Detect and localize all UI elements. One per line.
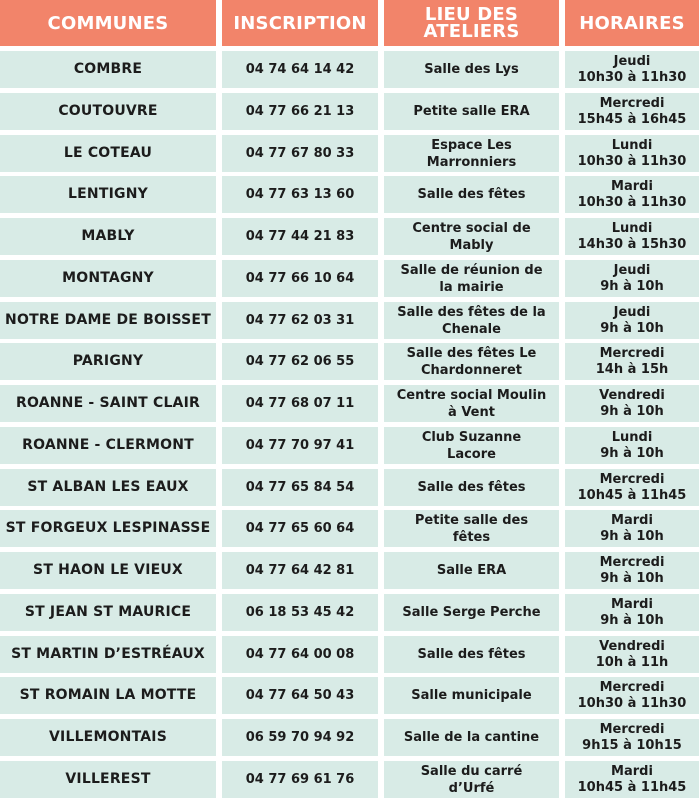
cell-commune: LE COTEAU bbox=[0, 135, 216, 172]
cell-horaire bbox=[565, 135, 699, 172]
header-communes: COMMUNES bbox=[0, 0, 216, 46]
cell-horaire bbox=[565, 636, 699, 673]
cell-inscription: 04 77 69 61 76 bbox=[222, 761, 378, 798]
cell-lieu: Salle des fêtes bbox=[384, 636, 559, 673]
cell-lieu: Salle ERA bbox=[384, 552, 559, 589]
cell-commune: MABLY bbox=[0, 218, 216, 255]
cell-horaire bbox=[565, 385, 699, 422]
cell-commune: COMBRE bbox=[0, 51, 216, 88]
cell-horaire bbox=[565, 677, 699, 714]
horaire-heure: 14h30 à 15h30 bbox=[577, 236, 687, 252]
horaire-heure: 9h15 à 10h15 bbox=[582, 737, 682, 753]
cell-commune: ST HAON LE VIEUX bbox=[0, 552, 216, 589]
horaire-heure: 10h à 11h bbox=[595, 654, 669, 670]
horaire-jour: Vendredi bbox=[599, 638, 665, 654]
horaire-jour: Mercredi bbox=[599, 345, 665, 361]
cell-horaire bbox=[565, 302, 699, 339]
horaire-jour: Mardi bbox=[611, 596, 653, 612]
horaire-heure: 10h30 à 11h30 bbox=[577, 153, 687, 169]
cell-commune: LENTIGNY bbox=[0, 176, 216, 213]
cell-horaire bbox=[565, 51, 699, 88]
horaire-jour: Jeudi bbox=[613, 53, 651, 69]
cell-inscription: 04 77 44 21 83 bbox=[222, 218, 378, 255]
cell-lieu: Salle des fêtes bbox=[384, 469, 559, 506]
cell-horaire bbox=[565, 510, 699, 547]
cell-inscription: 04 77 63 13 60 bbox=[222, 176, 378, 213]
horaire-jour: Lundi bbox=[611, 137, 653, 153]
cell-inscription: 04 77 67 80 33 bbox=[222, 135, 378, 172]
horaire-heure: 9h à 10h bbox=[600, 320, 664, 336]
cell-commune: ST ALBAN LES EAUX bbox=[0, 469, 216, 506]
horaire-jour: Lundi bbox=[611, 429, 653, 445]
cell-commune: NOTRE DAME DE BOISSET bbox=[0, 302, 216, 339]
horaire-heure: 9h à 10h bbox=[600, 278, 664, 294]
horaire-heure: 9h à 10h bbox=[600, 528, 664, 544]
cell-horaire bbox=[565, 761, 699, 798]
horaire-jour: Mercredi bbox=[599, 554, 665, 570]
cell-commune: VILLEMONTAIS bbox=[0, 719, 216, 756]
cell-commune: ROANNE - SAINT CLAIR bbox=[0, 385, 216, 422]
cell-commune: MONTAGNY bbox=[0, 260, 216, 297]
cell-inscription: 04 77 68 07 11 bbox=[222, 385, 378, 422]
cell-horaire bbox=[565, 594, 699, 631]
cell-inscription: 04 77 64 42 81 bbox=[222, 552, 378, 589]
cell-commune: COUTOUVRE bbox=[0, 93, 216, 130]
cell-lieu: Club Suzanne Lacore bbox=[384, 427, 559, 464]
header-horaires: HORAIRES bbox=[565, 0, 699, 46]
horaire-heure: 14h à 15h bbox=[595, 361, 669, 377]
cell-lieu: Salle municipale bbox=[384, 677, 559, 714]
cell-horaire bbox=[565, 552, 699, 589]
cell-horaire bbox=[565, 719, 699, 756]
cell-lieu: Salle des fêtes de la Chenale bbox=[384, 302, 559, 339]
cell-inscription: 04 77 65 84 54 bbox=[222, 469, 378, 506]
cell-commune: ST FORGEUX LESPINASSE bbox=[0, 510, 216, 547]
cell-lieu: Salle des fêtes bbox=[384, 176, 559, 213]
horaire-jour: Mardi bbox=[611, 178, 653, 194]
cell-lieu: Salle de la cantine bbox=[384, 719, 559, 756]
cell-lieu: Espace Les Marronniers bbox=[384, 135, 559, 172]
cell-inscription: 04 77 66 10 64 bbox=[222, 260, 378, 297]
horaire-jour: Vendredi bbox=[599, 387, 665, 403]
cell-horaire bbox=[565, 427, 699, 464]
cell-commune: VILLEREST bbox=[0, 761, 216, 798]
cell-lieu: Salle des Lys bbox=[384, 51, 559, 88]
cell-inscription: 04 77 62 06 55 bbox=[222, 343, 378, 380]
header-lieu-des-ateliers: LIEU DES ATELIERS bbox=[384, 0, 559, 46]
cell-inscription: 04 77 66 21 13 bbox=[222, 93, 378, 130]
cell-horaire bbox=[565, 469, 699, 506]
cell-horaire bbox=[565, 343, 699, 380]
cell-lieu: Centre social de Mably bbox=[384, 218, 559, 255]
cell-lieu: Salle de réunion de la mairie bbox=[384, 260, 559, 297]
cell-lieu: Centre social Moulin à Vent bbox=[384, 385, 559, 422]
horaire-jour: Mercredi bbox=[599, 679, 665, 695]
cell-lieu: Petite salle ERA bbox=[384, 93, 559, 130]
cell-commune: ST ROMAIN LA MOTTE bbox=[0, 677, 216, 714]
cell-inscription: 06 59 70 94 92 bbox=[222, 719, 378, 756]
horaire-jour: Lundi bbox=[611, 220, 653, 236]
horaire-jour: Mardi bbox=[611, 763, 653, 779]
horaire-heure: 9h à 10h bbox=[600, 403, 664, 419]
cell-lieu: Salle du carré d’Urfé bbox=[384, 761, 559, 798]
cell-horaire bbox=[565, 260, 699, 297]
horaire-heure: 9h à 10h bbox=[600, 570, 664, 586]
cell-commune: PARIGNY bbox=[0, 343, 216, 380]
horaire-jour: Mercredi bbox=[599, 95, 665, 111]
horaire-heure: 10h30 à 11h30 bbox=[577, 695, 687, 711]
horaire-jour: Mardi bbox=[611, 512, 653, 528]
horaire-heure: 10h30 à 11h30 bbox=[577, 194, 687, 210]
cell-lieu: Salle Serge Perche bbox=[384, 594, 559, 631]
horaire-heure: 9h à 10h bbox=[600, 445, 664, 461]
cell-horaire bbox=[565, 93, 699, 130]
horaire-jour: Mercredi bbox=[599, 471, 665, 487]
horaire-jour: Mercredi bbox=[599, 721, 665, 737]
horaire-heure: 9h à 10h bbox=[600, 612, 664, 628]
horaire-jour: Jeudi bbox=[613, 304, 651, 320]
cell-lieu: Petite salle des fêtes bbox=[384, 510, 559, 547]
cell-inscription: 04 77 64 50 43 bbox=[222, 677, 378, 714]
cell-horaire bbox=[565, 218, 699, 255]
horaire-heure: 15h45 à 16h45 bbox=[577, 111, 687, 127]
cell-inscription: 04 77 64 00 08 bbox=[222, 636, 378, 673]
horaire-heure: 10h45 à 11h45 bbox=[577, 779, 687, 795]
cell-inscription: 04 77 62 03 31 bbox=[222, 302, 378, 339]
horaire-jour: Jeudi bbox=[613, 262, 651, 278]
cell-inscription: 04 74 64 14 42 bbox=[222, 51, 378, 88]
cell-inscription: 06 18 53 45 42 bbox=[222, 594, 378, 631]
horaire-heure: 10h45 à 11h45 bbox=[577, 487, 687, 503]
cell-commune: ST JEAN ST MAURICE bbox=[0, 594, 216, 631]
cell-lieu: Salle des fêtes Le Chardonneret bbox=[384, 343, 559, 380]
cell-horaire bbox=[565, 176, 699, 213]
cell-inscription: 04 77 65 60 64 bbox=[222, 510, 378, 547]
cell-commune: ST MARTIN D’ESTRÉAUX bbox=[0, 636, 216, 673]
cell-inscription: 04 77 70 97 41 bbox=[222, 427, 378, 464]
horaire-heure: 10h30 à 11h30 bbox=[577, 69, 687, 85]
header-inscription: INSCRIPTION bbox=[222, 0, 378, 46]
cell-commune: ROANNE - CLERMONT bbox=[0, 427, 216, 464]
